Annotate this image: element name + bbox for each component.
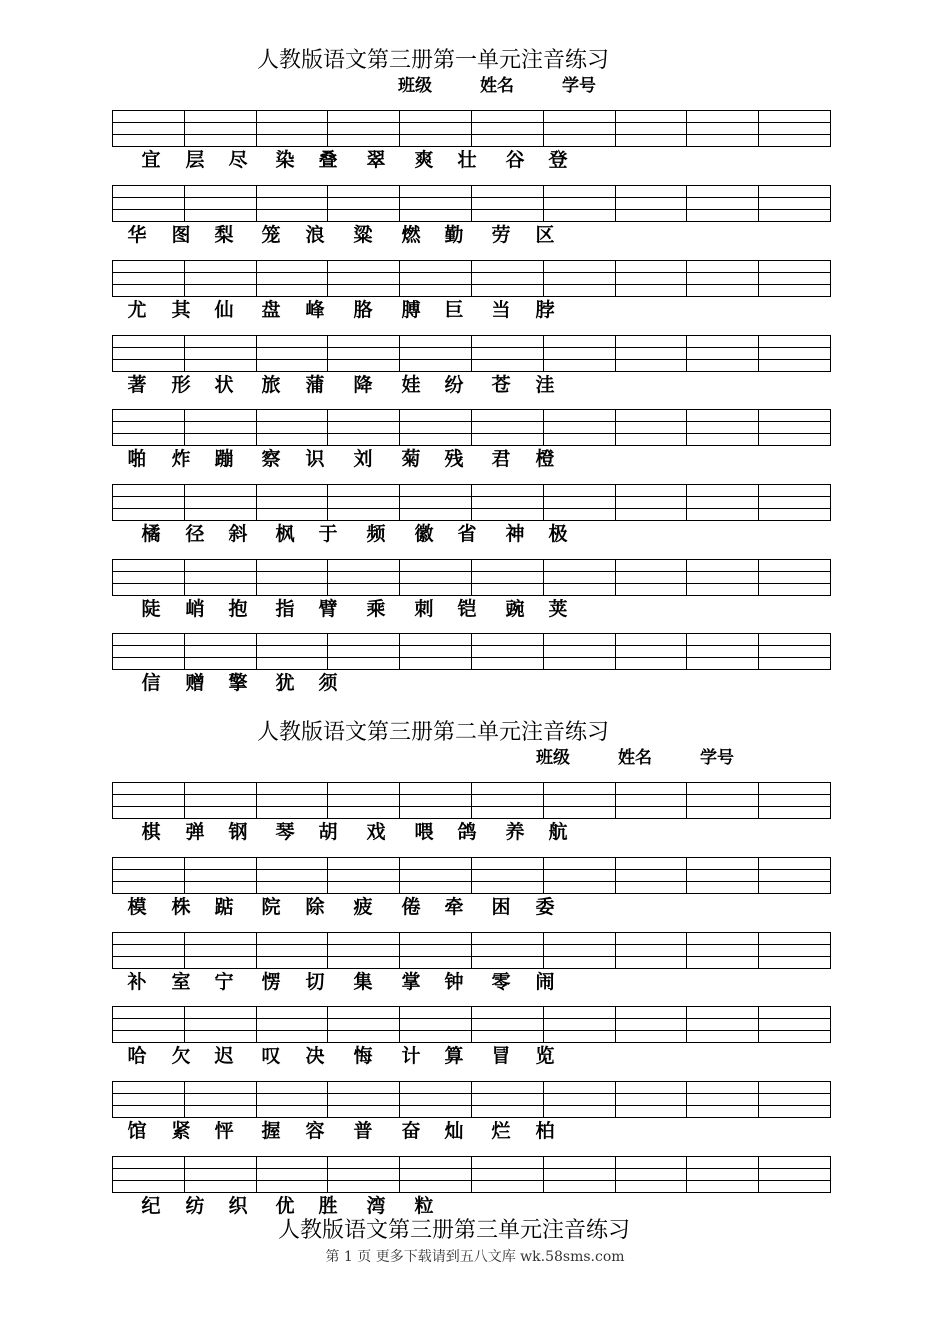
pinyin-cell[interactable]	[113, 186, 185, 221]
pinyin-cell[interactable]	[616, 485, 688, 520]
pinyin-cell[interactable]	[616, 410, 688, 445]
pinyin-cell[interactable]	[616, 111, 688, 146]
pinyin-grid[interactable]	[112, 409, 831, 446]
hanzi-char: 纺	[185, 1195, 205, 1217]
hanzi-char: 峭	[185, 598, 205, 620]
hanzi-char: 脖	[535, 299, 555, 321]
hanzi-char: 胜	[318, 1195, 338, 1217]
hanzi-char: 戏	[366, 821, 386, 843]
pinyin-grid[interactable]	[112, 185, 831, 222]
pinyin-cell[interactable]	[616, 1007, 688, 1042]
pinyin-cell[interactable]	[544, 111, 616, 146]
hanzi-char: 叠	[318, 149, 338, 171]
pinyin-cell[interactable]	[328, 634, 400, 669]
pinyin-cell[interactable]	[616, 336, 688, 371]
hanzi-char: 叹	[261, 1045, 281, 1067]
hanzi-char: 切	[305, 971, 325, 993]
pinyin-cell[interactable]	[185, 858, 257, 893]
pinyin-cell[interactable]	[472, 560, 544, 595]
hanzi-char: 盘	[261, 299, 281, 321]
pinyin-cell[interactable]	[257, 186, 329, 221]
pinyin-cell[interactable]	[544, 1007, 616, 1042]
pinyin-grid[interactable]	[112, 857, 831, 894]
hanzi-char: 刺	[414, 598, 434, 620]
pinyin-cell[interactable]	[759, 111, 830, 146]
hanzi-char: 君	[491, 448, 511, 470]
pinyin-cell[interactable]	[687, 783, 759, 818]
pinyin-cell[interactable]	[472, 261, 544, 296]
pinyin-cell[interactable]	[400, 783, 472, 818]
pinyin-cell[interactable]	[185, 560, 257, 595]
pinyin-cell[interactable]	[400, 634, 472, 669]
pinyin-cell[interactable]	[400, 336, 472, 371]
hanzi-char: 径	[185, 523, 205, 545]
hanzi-char: 极	[548, 523, 568, 545]
hanzi-char: 算	[444, 1045, 464, 1067]
pinyin-grid[interactable]	[112, 1156, 831, 1193]
hanzi-char: 爽	[414, 149, 434, 171]
hanzi-char: 层	[185, 149, 205, 171]
pinyin-cell[interactable]	[185, 933, 257, 968]
pinyin-cell[interactable]	[257, 1157, 329, 1192]
hanzi-char: 神	[505, 523, 525, 545]
hanzi-char: 省	[457, 523, 477, 545]
hanzi-char: 弹	[185, 821, 205, 843]
pinyin-cell[interactable]	[759, 1082, 830, 1117]
pinyin-cell[interactable]	[687, 1082, 759, 1117]
hanzi-char: 计	[401, 1045, 421, 1067]
hanzi-char: 疲	[353, 896, 373, 918]
pinyin-cell[interactable]	[328, 111, 400, 146]
pinyin-cell[interactable]	[185, 336, 257, 371]
hanzi-char: 纪	[141, 1195, 161, 1217]
pinyin-grid[interactable]	[112, 484, 831, 521]
pinyin-cell[interactable]	[328, 1157, 400, 1192]
pinyin-cell[interactable]	[544, 560, 616, 595]
pinyin-cell[interactable]	[257, 560, 329, 595]
hanzi-char: 粱	[353, 224, 373, 246]
class-label: 班级	[398, 76, 432, 96]
pinyin-cell[interactable]	[759, 1157, 830, 1192]
pinyin-cell[interactable]	[687, 111, 759, 146]
hanzi-char: 陡	[141, 598, 161, 620]
hanzi-char: 馆	[127, 1120, 147, 1142]
pinyin-cell[interactable]	[544, 1157, 616, 1192]
hanzi-char: 零	[491, 971, 511, 993]
hanzi-char: 院	[261, 896, 281, 918]
pinyin-cell[interactable]	[472, 186, 544, 221]
pinyin-cell[interactable]	[687, 634, 759, 669]
hanzi-char: 怦	[214, 1120, 234, 1142]
hanzi-char: 愣	[261, 971, 281, 993]
hanzi-char: 橙	[535, 448, 555, 470]
pinyin-cell[interactable]	[759, 485, 830, 520]
hanzi-char: 奋	[401, 1120, 421, 1142]
pinyin-cell[interactable]	[544, 634, 616, 669]
pinyin-cell[interactable]	[472, 336, 544, 371]
hanzi-char: 枫	[275, 523, 295, 545]
pinyin-cell[interactable]	[544, 261, 616, 296]
pinyin-cell[interactable]	[687, 1007, 759, 1042]
pinyin-cell[interactable]	[759, 634, 830, 669]
hanzi-char: 冒	[491, 1045, 511, 1067]
pinyin-cell[interactable]	[328, 186, 400, 221]
hanzi-char: 决	[305, 1045, 325, 1067]
pinyin-cell[interactable]	[687, 186, 759, 221]
hanzi-char: 紧	[171, 1120, 191, 1142]
hanzi-char: 胳	[353, 299, 373, 321]
hanzi-char: 豌	[505, 598, 525, 620]
hanzi-char: 览	[535, 1045, 555, 1067]
hanzi-char: 荚	[548, 598, 568, 620]
hanzi-char: 宜	[141, 149, 161, 171]
hanzi-char: 笼	[261, 224, 281, 246]
hanzi-char: 养	[505, 821, 525, 843]
pinyin-cell[interactable]	[472, 485, 544, 520]
pinyin-cell[interactable]	[616, 186, 688, 221]
pinyin-cell[interactable]	[328, 485, 400, 520]
hanzi-char: 橘	[141, 523, 161, 545]
hanzi-char: 当	[491, 299, 511, 321]
hanzi-char: 信	[141, 672, 161, 694]
pinyin-cell[interactable]	[472, 783, 544, 818]
pinyin-cell[interactable]	[113, 410, 185, 445]
pinyin-cell[interactable]	[472, 1157, 544, 1192]
pinyin-cell[interactable]	[759, 1007, 830, 1042]
hanzi-char: 形	[171, 374, 191, 396]
page-footer: 第 1 页 更多下载请到五八文库 wk.58sms.com	[325, 1249, 625, 1265]
pinyin-cell[interactable]	[185, 111, 257, 146]
hanzi-char: 峰	[305, 299, 325, 321]
pinyin-cell[interactable]	[759, 186, 830, 221]
pinyin-cell[interactable]	[759, 933, 830, 968]
hanzi-char: 优	[275, 1195, 295, 1217]
pinyin-cell[interactable]	[616, 560, 688, 595]
pinyin-cell[interactable]	[544, 336, 616, 371]
pinyin-cell[interactable]	[328, 1007, 400, 1042]
hanzi-char: 欠	[171, 1045, 191, 1067]
pinyin-cell[interactable]	[687, 410, 759, 445]
hanzi-char: 炸	[171, 448, 191, 470]
hanzi-char: 膊	[401, 299, 421, 321]
pinyin-cell[interactable]	[687, 1157, 759, 1192]
pinyin-cell[interactable]	[759, 858, 830, 893]
hanzi-char: 容	[305, 1120, 325, 1142]
pinyin-cell[interactable]	[616, 634, 688, 669]
hanzi-char: 哈	[127, 1045, 147, 1067]
hanzi-char: 翠	[366, 149, 386, 171]
hanzi-char: 室	[171, 971, 191, 993]
pinyin-cell[interactable]	[185, 1157, 257, 1192]
pinyin-cell[interactable]	[113, 1082, 185, 1117]
pinyin-cell[interactable]	[328, 1082, 400, 1117]
hanzi-char: 察	[261, 448, 281, 470]
hanzi-char: 琴	[275, 821, 295, 843]
pinyin-cell[interactable]	[113, 1157, 185, 1192]
pinyin-grid[interactable]	[112, 1006, 831, 1043]
pinyin-cell[interactable]	[185, 261, 257, 296]
hanzi-char: 灿	[444, 1120, 464, 1142]
pinyin-cell[interactable]	[328, 261, 400, 296]
number-label: 学号	[700, 748, 734, 768]
pinyin-cell[interactable]	[257, 634, 329, 669]
hanzi-char: 模	[127, 896, 147, 918]
hanzi-char: 刘	[353, 448, 373, 470]
hanzi-char: 闹	[535, 971, 555, 993]
pinyin-cell[interactable]	[544, 410, 616, 445]
pinyin-cell[interactable]	[113, 485, 185, 520]
pinyin-cell[interactable]	[687, 933, 759, 968]
pinyin-cell[interactable]	[113, 336, 185, 371]
pinyin-cell[interactable]	[257, 1082, 329, 1117]
hanzi-char: 赠	[185, 672, 205, 694]
pinyin-cell[interactable]	[400, 1007, 472, 1042]
pinyin-cell[interactable]	[328, 336, 400, 371]
pinyin-cell[interactable]	[687, 858, 759, 893]
unit1-title: 人教版语文第三册第一单元注音练习	[257, 48, 610, 73]
hanzi-char: 娃	[401, 374, 421, 396]
pinyin-cell[interactable]	[328, 933, 400, 968]
hanzi-char: 补	[127, 971, 147, 993]
pinyin-grid[interactable]	[112, 559, 831, 596]
pinyin-cell[interactable]	[328, 783, 400, 818]
unit3-title: 人教版语文第三册第三单元注音练习	[278, 1218, 631, 1243]
hanzi-char: 斜	[228, 523, 248, 545]
hanzi-char: 柏	[535, 1120, 555, 1142]
hanzi-char: 勤	[444, 224, 464, 246]
pinyin-cell[interactable]	[257, 485, 329, 520]
pinyin-cell[interactable]	[400, 933, 472, 968]
pinyin-cell[interactable]	[616, 858, 688, 893]
pinyin-cell[interactable]	[687, 336, 759, 371]
hanzi-char: 棋	[141, 821, 161, 843]
hanzi-char: 株	[171, 896, 191, 918]
pinyin-cell[interactable]	[400, 186, 472, 221]
hanzi-char: 巨	[444, 299, 464, 321]
hanzi-char: 菊	[401, 448, 421, 470]
pinyin-cell[interactable]	[328, 410, 400, 445]
hanzi-char: 燃	[401, 224, 421, 246]
pinyin-cell[interactable]	[257, 858, 329, 893]
hanzi-char: 擎	[228, 672, 248, 694]
pinyin-cell[interactable]	[472, 858, 544, 893]
hanzi-char: 染	[275, 149, 295, 171]
hanzi-char: 浪	[305, 224, 325, 246]
class-label: 班级	[536, 748, 570, 768]
pinyin-cell[interactable]	[759, 783, 830, 818]
hanzi-char: 航	[548, 821, 568, 843]
pinyin-cell[interactable]	[185, 1082, 257, 1117]
hanzi-char: 握	[261, 1120, 281, 1142]
pinyin-cell[interactable]	[257, 410, 329, 445]
hanzi-char: 啪	[127, 448, 147, 470]
pinyin-cell[interactable]	[544, 1082, 616, 1117]
pinyin-cell[interactable]	[400, 111, 472, 146]
pinyin-grid[interactable]	[112, 260, 831, 297]
pinyin-cell[interactable]	[616, 1157, 688, 1192]
hanzi-char: 粒	[414, 1195, 434, 1217]
pinyin-cell[interactable]	[257, 1007, 329, 1042]
pinyin-cell[interactable]	[113, 560, 185, 595]
hanzi-char: 湾	[366, 1195, 386, 1217]
hanzi-char: 悔	[353, 1045, 373, 1067]
pinyin-cell[interactable]	[185, 485, 257, 520]
hanzi-char: 残	[444, 448, 464, 470]
pinyin-cell[interactable]	[687, 261, 759, 296]
hanzi-char: 著	[127, 374, 147, 396]
name-label: 姓名	[618, 748, 652, 768]
pinyin-cell[interactable]	[472, 933, 544, 968]
hanzi-char: 降	[353, 374, 373, 396]
hanzi-char: 迟	[214, 1045, 234, 1067]
pinyin-cell[interactable]	[328, 858, 400, 893]
hanzi-char: 尽	[228, 149, 248, 171]
pinyin-grid[interactable]	[112, 782, 831, 819]
pinyin-grid[interactable]	[112, 1081, 831, 1118]
pinyin-cell[interactable]	[400, 560, 472, 595]
pinyin-cell[interactable]	[544, 858, 616, 893]
pinyin-cell[interactable]	[472, 634, 544, 669]
unit1-meta	[398, 75, 596, 97]
pinyin-cell[interactable]	[472, 111, 544, 146]
pinyin-cell[interactable]	[400, 261, 472, 296]
pinyin-cell[interactable]	[616, 261, 688, 296]
hanzi-char: 烂	[491, 1120, 511, 1142]
hanzi-char: 钢	[228, 821, 248, 843]
pinyin-cell[interactable]	[257, 111, 329, 146]
pinyin-cell[interactable]	[472, 1082, 544, 1117]
pinyin-cell[interactable]	[328, 560, 400, 595]
pinyin-cell[interactable]	[400, 858, 472, 893]
hanzi-char: 掌	[401, 971, 421, 993]
pinyin-cell[interactable]	[544, 485, 616, 520]
hanzi-char: 集	[353, 971, 373, 993]
hanzi-char: 铠	[457, 598, 477, 620]
hanzi-char: 宁	[214, 971, 234, 993]
pinyin-cell[interactable]	[616, 1082, 688, 1117]
hanzi-char: 洼	[535, 374, 555, 396]
hanzi-char: 劳	[491, 224, 511, 246]
pinyin-cell[interactable]	[257, 261, 329, 296]
hanzi-char: 于	[318, 523, 338, 545]
pinyin-cell[interactable]	[185, 1007, 257, 1042]
hanzi-char: 普	[353, 1120, 373, 1142]
pinyin-cell[interactable]	[185, 783, 257, 818]
pinyin-cell[interactable]	[687, 485, 759, 520]
hanzi-char: 华	[127, 224, 147, 246]
pinyin-cell[interactable]	[759, 336, 830, 371]
hanzi-char: 胡	[318, 821, 338, 843]
pinyin-cell[interactable]	[113, 634, 185, 669]
pinyin-cell[interactable]	[113, 933, 185, 968]
pinyin-cell[interactable]	[687, 560, 759, 595]
hanzi-char: 苍	[491, 374, 511, 396]
pinyin-cell[interactable]	[185, 410, 257, 445]
pinyin-cell[interactable]	[544, 186, 616, 221]
hanzi-char: 须	[318, 672, 338, 694]
pinyin-cell[interactable]	[400, 485, 472, 520]
hanzi-char: 踮	[214, 896, 234, 918]
hanzi-char: 尤	[127, 299, 147, 321]
hanzi-char: 鸽	[457, 821, 477, 843]
pinyin-cell[interactable]	[759, 560, 830, 595]
pinyin-grid[interactable]	[112, 932, 831, 969]
hanzi-char: 蒲	[305, 374, 325, 396]
hanzi-char: 状	[214, 374, 234, 396]
hanzi-char: 壮	[457, 149, 477, 171]
pinyin-cell[interactable]	[185, 186, 257, 221]
pinyin-cell[interactable]	[113, 261, 185, 296]
hanzi-char: 区	[535, 224, 555, 246]
pinyin-cell[interactable]	[185, 634, 257, 669]
hanzi-char: 委	[535, 896, 555, 918]
hanzi-char: 徽	[414, 523, 434, 545]
hanzi-char: 登	[548, 149, 568, 171]
pinyin-cell[interactable]	[113, 111, 185, 146]
hanzi-char: 频	[366, 523, 386, 545]
pinyin-grid[interactable]	[112, 633, 831, 670]
hanzi-char: 犹	[275, 672, 295, 694]
pinyin-cell[interactable]	[113, 858, 185, 893]
pinyin-cell[interactable]	[257, 933, 329, 968]
pinyin-grid[interactable]	[112, 335, 831, 372]
hanzi-char: 困	[491, 896, 511, 918]
pinyin-cell[interactable]	[544, 933, 616, 968]
hanzi-char: 其	[171, 299, 191, 321]
hanzi-char: 牵	[444, 896, 464, 918]
pinyin-cell[interactable]	[400, 410, 472, 445]
hanzi-char: 纷	[444, 374, 464, 396]
pinyin-grid[interactable]	[112, 110, 831, 147]
pinyin-cell[interactable]	[759, 410, 830, 445]
pinyin-cell[interactable]	[616, 933, 688, 968]
hanzi-char: 蹦	[214, 448, 234, 470]
hanzi-char: 识	[305, 448, 325, 470]
hanzi-char: 钟	[444, 971, 464, 993]
pinyin-cell[interactable]	[257, 336, 329, 371]
name-label: 姓名	[480, 76, 514, 96]
unit2-title: 人教版语文第三册第二单元注音练习	[257, 720, 610, 745]
pinyin-cell[interactable]	[472, 1007, 544, 1042]
hanzi-char: 梨	[214, 224, 234, 246]
hanzi-char: 倦	[401, 896, 421, 918]
pinyin-cell[interactable]	[472, 410, 544, 445]
hanzi-char: 喂	[414, 821, 434, 843]
pinyin-cell[interactable]	[113, 1007, 185, 1042]
hanzi-char: 图	[171, 224, 191, 246]
pinyin-cell[interactable]	[759, 261, 830, 296]
hanzi-char: 抱	[228, 598, 248, 620]
hanzi-char: 除	[305, 896, 325, 918]
pinyin-cell[interactable]	[616, 783, 688, 818]
pinyin-cell[interactable]	[257, 783, 329, 818]
hanzi-char: 仙	[214, 299, 234, 321]
hanzi-char: 旅	[261, 374, 281, 396]
pinyin-cell[interactable]	[400, 1157, 472, 1192]
hanzi-char: 织	[228, 1195, 248, 1217]
pinyin-cell[interactable]	[400, 1082, 472, 1117]
unit2-meta	[536, 747, 734, 769]
hanzi-char: 谷	[505, 149, 525, 171]
hanzi-char: 乘	[366, 598, 386, 620]
number-label: 学号	[562, 76, 596, 96]
hanzi-char: 臂	[318, 598, 338, 620]
hanzi-char: 指	[275, 598, 295, 620]
pinyin-cell[interactable]	[544, 783, 616, 818]
pinyin-cell[interactable]	[113, 783, 185, 818]
